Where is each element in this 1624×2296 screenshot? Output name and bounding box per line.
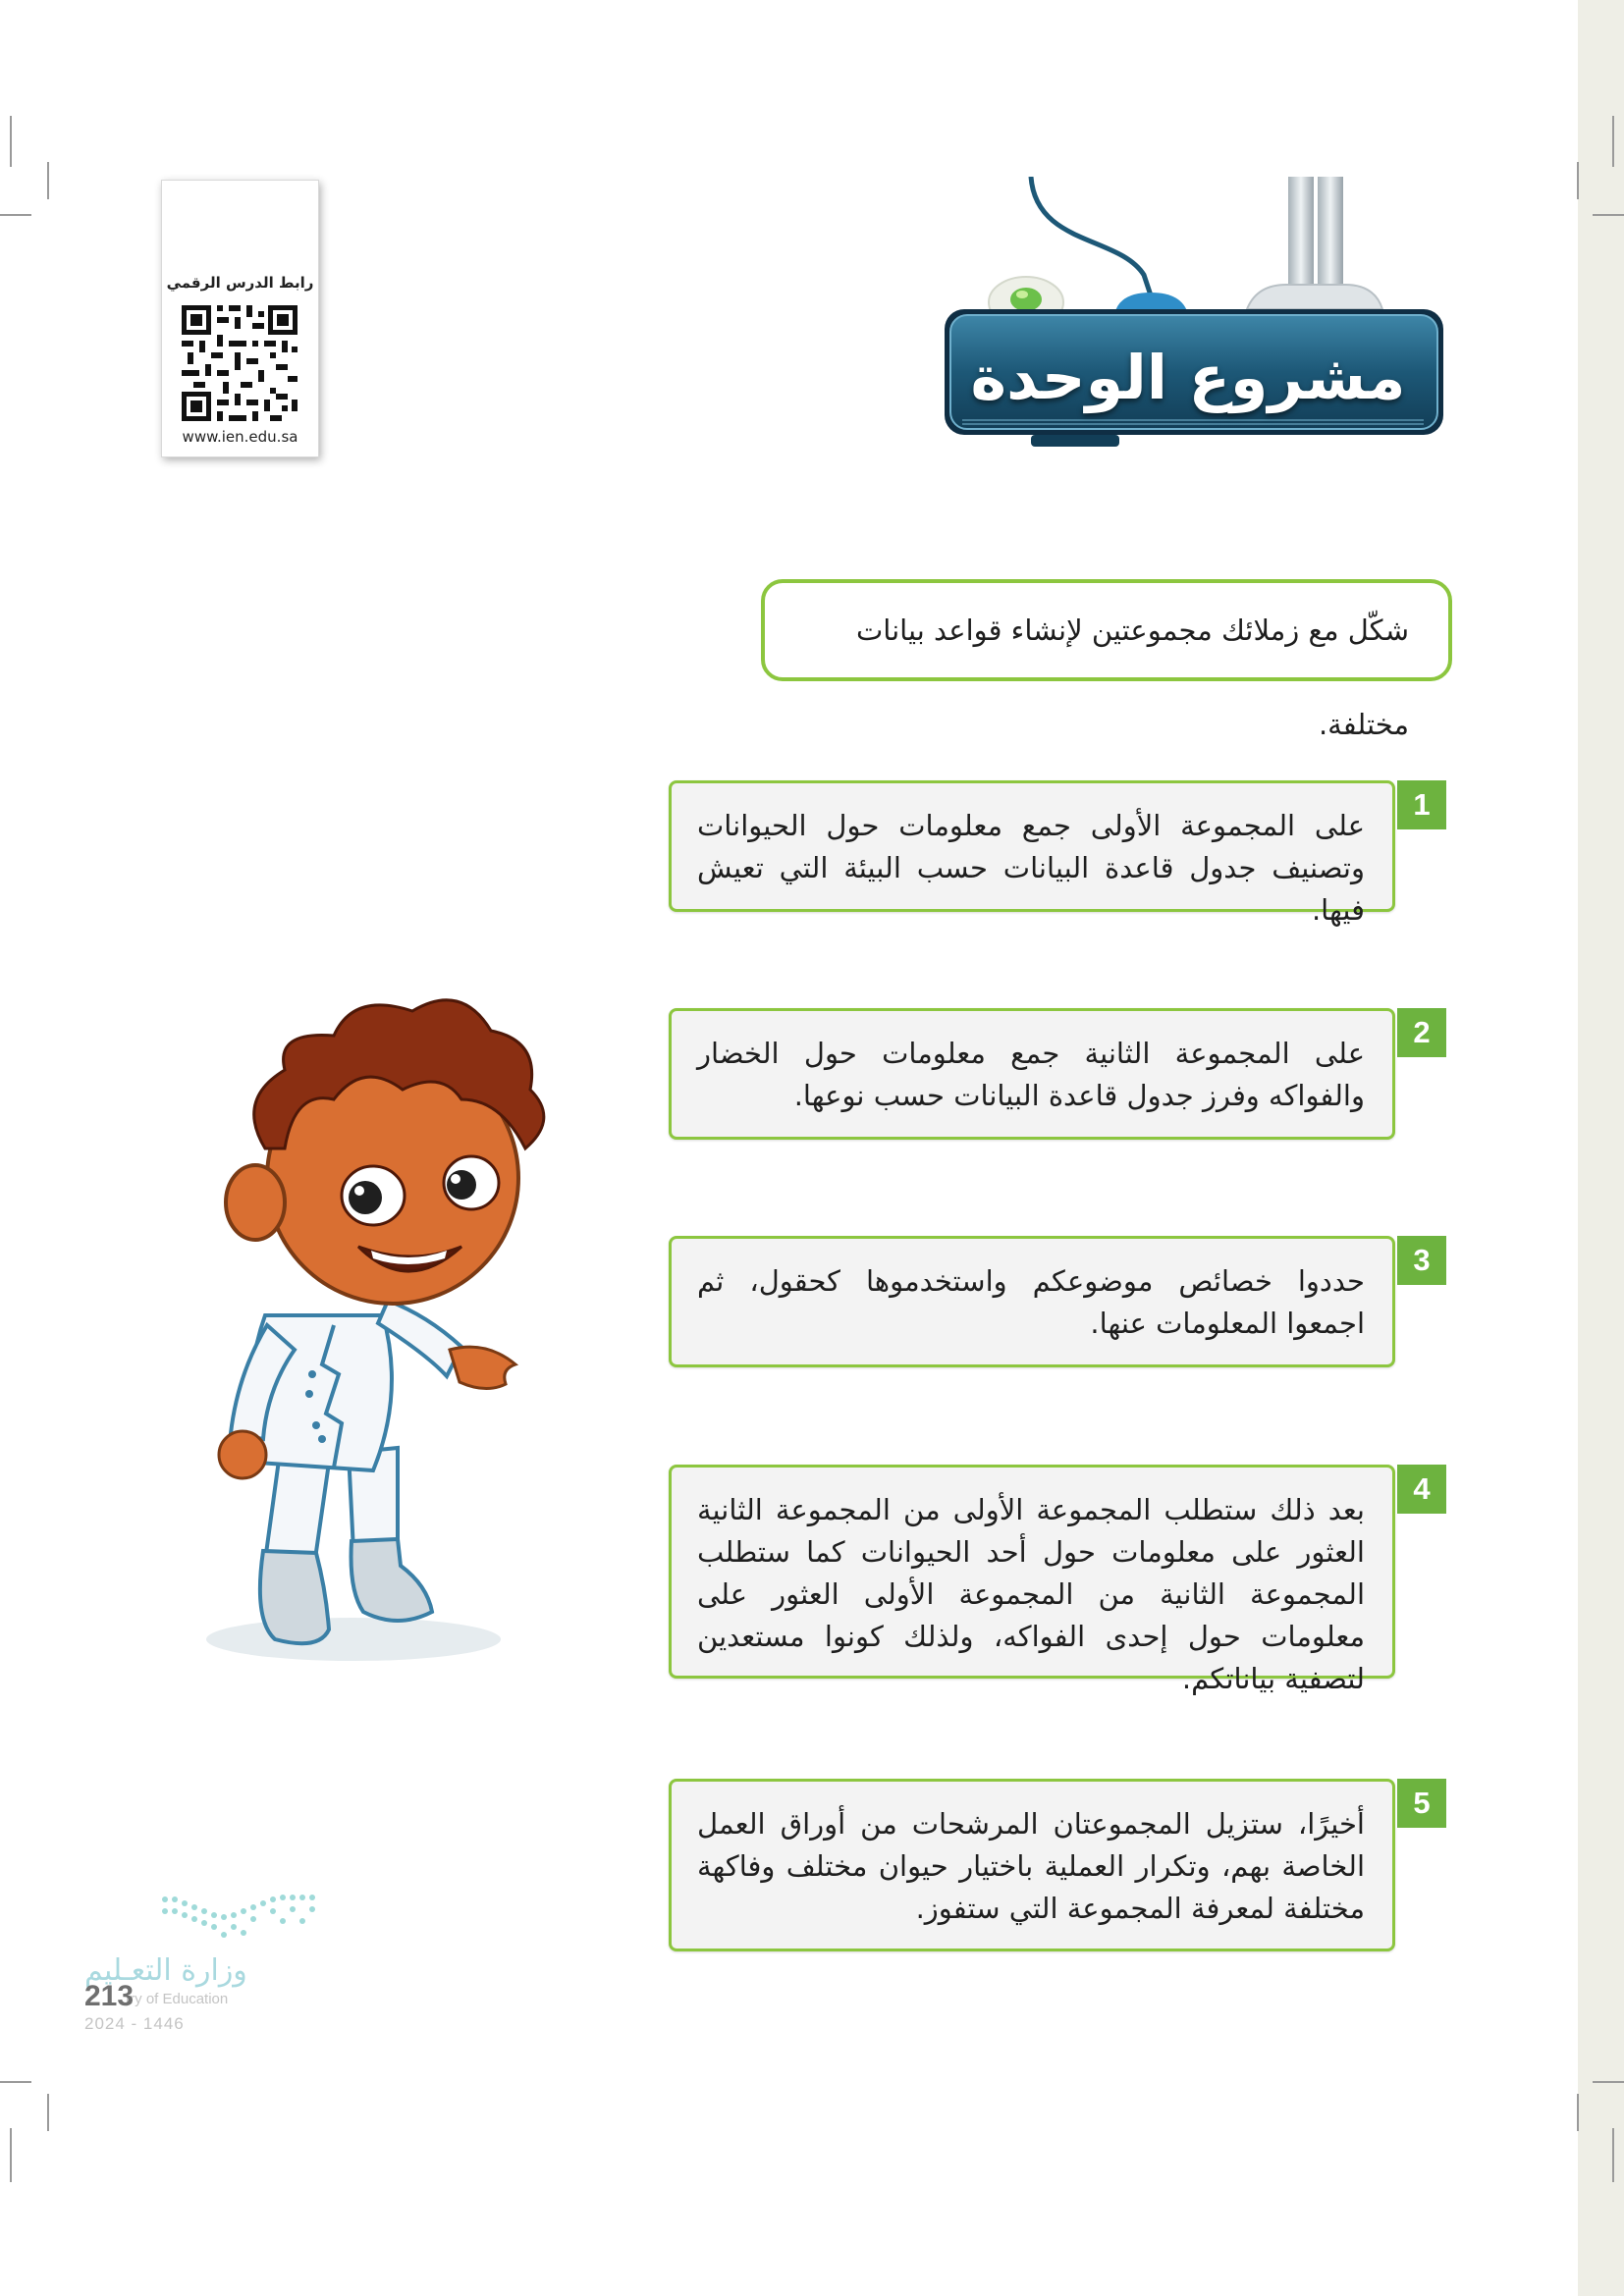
step-number-badge: 5 (1397, 1779, 1446, 1828)
step-text: بعد ذلك ستطلب المجموعة الأولى من المجموعة الثانية العثور على معلومات حول أحد الحيوانات كما ستطلب المجموعة الثانية من المجموعة الأولى العثور على معلومات حول إحدى الفواكه، ولذلك كونوا مستعدين لتصفية بياناتكم. (697, 1493, 1365, 1695)
qr-label: رابط الدرس الرقمي (166, 274, 314, 292)
crop-mark (0, 2081, 31, 2083)
ministry-name-english: try of Education (126, 1991, 229, 2007)
step-text: على المجموعة الثانية جمع معلومات حول الخضار والفواكه وفرز جدول قاعدة البيانات حسب نوعها. (697, 1037, 1365, 1112)
ministry-logo-icon (157, 1890, 324, 1944)
step-box (669, 1779, 1395, 1951)
page-number: 213 (84, 1980, 135, 2012)
crop-mark (1577, 162, 1579, 199)
crop-mark (10, 116, 12, 167)
step-text: حددوا خصائص موضوعكم واستخدموها كحقول، ثم اجمعوا المعلومات عنها. (697, 1264, 1365, 1340)
step-number-badge: 1 (1397, 780, 1446, 829)
qr-url[interactable]: www.ien.edu.sa (182, 428, 298, 446)
intro-box (761, 579, 1452, 741)
step-number-badge: 4 (1397, 1465, 1446, 1514)
crop-mark (47, 162, 49, 199)
qr-code-icon[interactable] (180, 303, 299, 423)
edition-year: 2024 - 1446 (84, 2014, 185, 2033)
crop-mark (1593, 2081, 1624, 2083)
boy-character-illustration (147, 952, 658, 1688)
crop-mark (1612, 116, 1614, 167)
step-number-badge: 3 (1397, 1236, 1446, 1285)
crop-mark (10, 2128, 12, 2182)
step-text: أخيرًا، ستزيل المجموعتان المرشحات من أوراق العمل الخاصة بهم، وتكرار العملية باختيار حيوان مختلف وفاكهة مختلفة لمعرفة المجموعة التي ستفوز. (697, 1807, 1365, 1925)
step-number-badge: 2 (1397, 1008, 1446, 1057)
qr-card[interactable] (161, 180, 319, 457)
intro-text: شكّل مع زملائك مجموعتين لإنشاء قواعد بيانات مختلفة. (855, 614, 1409, 741)
step-box (669, 1465, 1395, 1695)
step-box (669, 780, 1395, 927)
step-box (669, 1008, 1395, 1140)
ministry-name-arabic: وزارة التعـليم (84, 1953, 247, 1988)
page-margin-strip (1578, 0, 1624, 2296)
crop-mark (47, 2094, 49, 2131)
step-box (669, 1236, 1395, 1367)
crop-mark (1577, 2094, 1579, 2131)
crop-mark (1593, 214, 1624, 216)
step-text: على المجموعة الأولى جمع معلومات حول الحيوانات وتصنيف جدول قاعدة البيانات حسب البيئة التي تعيش فيها. (697, 809, 1365, 927)
crop-mark (1612, 2128, 1614, 2182)
crop-mark (0, 214, 31, 216)
page-title: مشروع الوحدة (970, 342, 1406, 413)
